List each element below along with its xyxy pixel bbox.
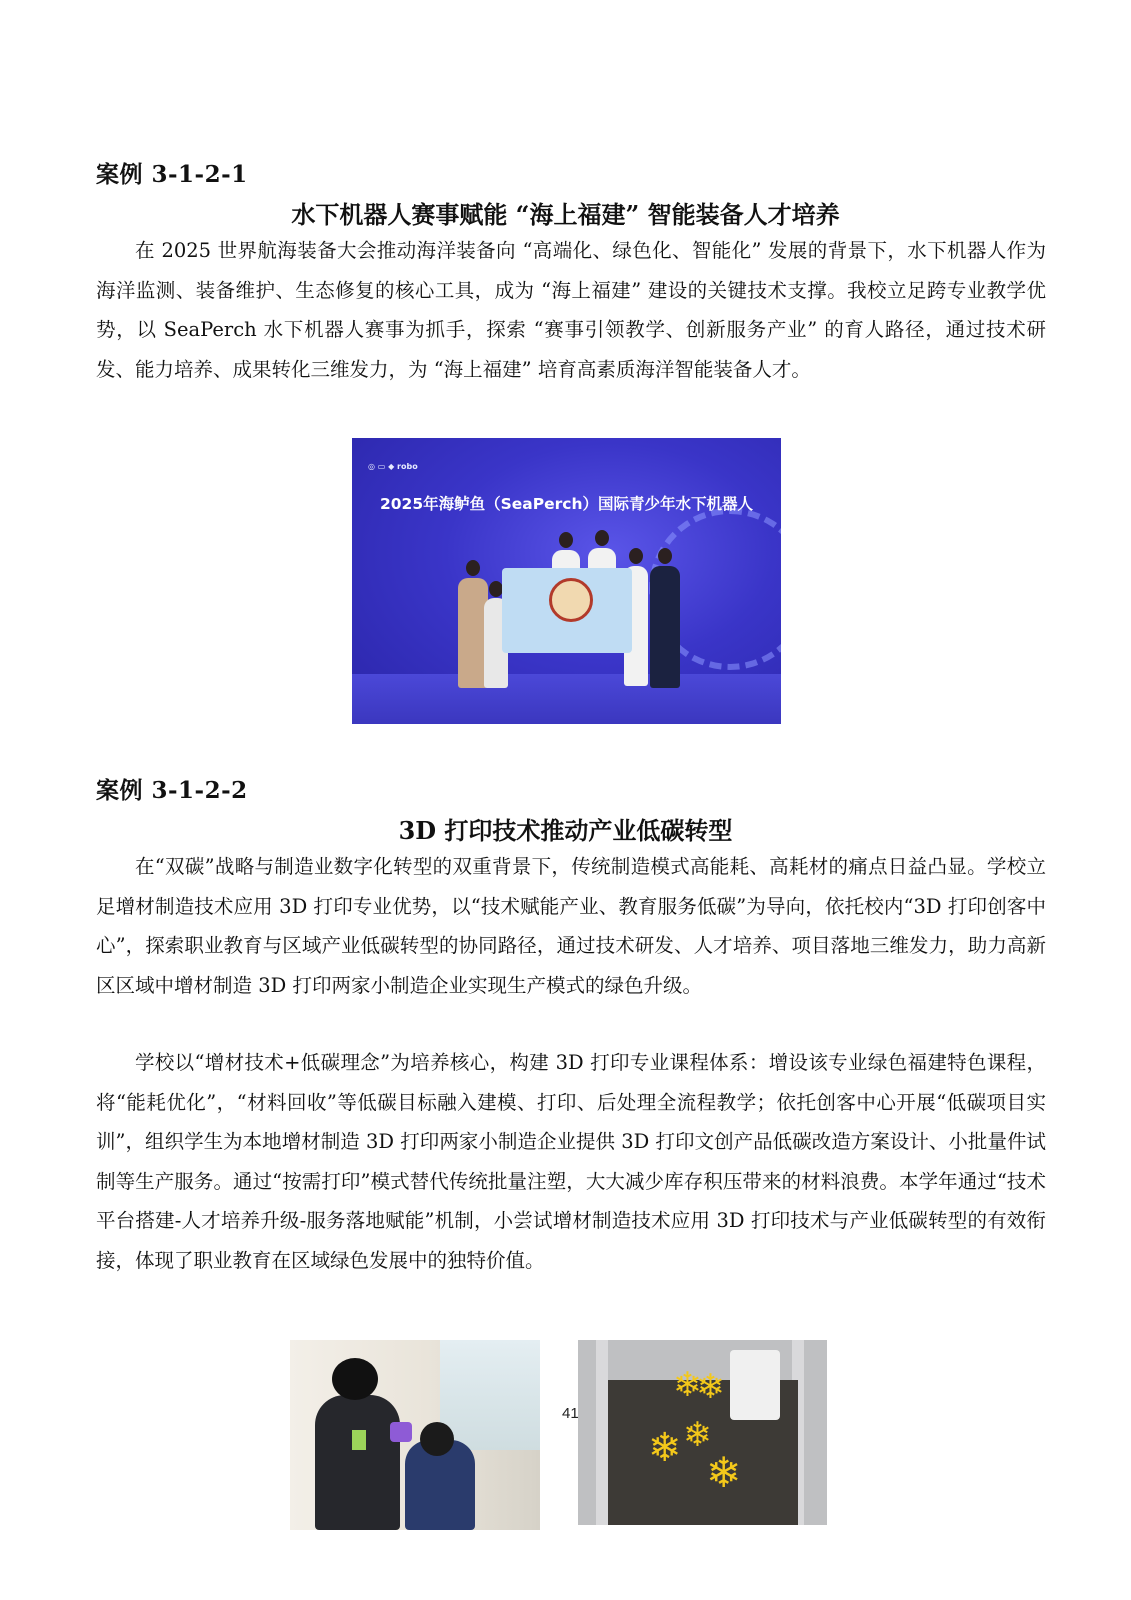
ceremony-banner-text: 2025年海鲈鱼（SeaPerch）国际青少年水下机器人	[379, 495, 753, 513]
snowflake-icon: ❄	[706, 1448, 742, 1497]
case2-paragraph-1: 在“双碳”战略与制造业数字化转型的双重背景下，传统制造模式高能耗、高耗材的痛点日益凸显。学校立足增材制造技术应用 3D 打印专业优势，以“技术赋能产业、教育服务低碳”为导向，依托校内“3D 打印创客中心”，探索职业教育与区域产业低碳转型的协同路径，通过技术研发、人才培养、项目落地三维发力，助力高新区区域中增材制造 3D 打印两家小制造企业实现生产模式的绿色升级。	[96, 855, 1046, 997]
3d-printer-photo	[578, 1340, 827, 1525]
sponsor-logos: ◎ ▭ ◆ robo	[368, 462, 418, 471]
student-head	[332, 1358, 378, 1400]
snowflake-icon: ❄	[696, 1367, 725, 1407]
lanyard-badge	[352, 1430, 366, 1450]
page-number: 41	[562, 1405, 579, 1422]
snowflake-icon: ❄	[683, 1415, 712, 1455]
person	[650, 566, 680, 688]
snowflake-icon: ❄	[673, 1365, 702, 1405]
person-head	[489, 581, 503, 597]
case-label-2: 案例 3-1-2-2	[96, 777, 248, 804]
person-head	[595, 530, 609, 546]
case-title-1: 水下机器人赛事赋能 “海上福建” 智能装备人才培养	[291, 200, 840, 229]
snowflake-icon: ❄	[648, 1425, 682, 1471]
robo-logo-text: robo	[397, 462, 418, 471]
person-head	[629, 548, 643, 564]
person-head	[466, 560, 480, 576]
case2-paragraph-2: 学校以“增材技术+低碳理念”为培养核心，构建 3D 打印专业课程体系：增设该专业绿色福建特色课程，将“能耗优化”，“材料回收”等低碳目标融入建模、打印、后处理全流程教学；依托创客中心开展“低碳项目实训”，组织学生为本地增材制造 3D 打印两家小制造企业提供 3D 打印文创产品低碳改造方案设计、小批量件试制等生产服务。通过“按需打印”模式替代传统批量注塑，大大减少库存积压带来的材料浪费。本学年通过“技术平台搭建-人才培养升级-服务落地赋能”机制，小尝试增材制造技术应用 3D 打印技术与产业低碳转型的有效衔接，体现了职业教育在区域绿色发展中的独特价值。	[96, 1051, 1046, 1272]
person-head	[559, 532, 573, 548]
case-label-1: 案例 3-1-2-1	[96, 161, 248, 188]
school-emblem	[549, 578, 593, 622]
child-head	[420, 1422, 454, 1456]
student-photo	[290, 1340, 540, 1530]
student-hoodie	[315, 1395, 400, 1530]
printer-head	[730, 1350, 780, 1420]
window	[440, 1340, 540, 1450]
printer-frame-left	[596, 1340, 608, 1525]
award-ceremony-photo	[352, 438, 781, 724]
case1-paragraph: 在 2025 世界航海装备大会推动海洋装备向 “高端化、绿色化、智能化” 发展的背景下，水下机器人作为海洋监测、装备维护、生态修复的核心工具，成为 “海上福建” 建设的关键技术支撑。我校立足跨专业教学优势，以 SeaPerch 水下机器人赛事为抓手，探索 “赛事引领教学、创新服务产业” 的育人路径，通过技术研发、能力培养、成果转化三维发力，为 “海上福建” 培育高素质海洋智能装备人才。	[96, 239, 1046, 381]
case-title-2: 3D 打印技术推动产业低碳转型	[398, 816, 733, 845]
person-head	[658, 548, 672, 564]
stage-floor	[352, 674, 781, 724]
printed-toy	[390, 1422, 412, 1442]
